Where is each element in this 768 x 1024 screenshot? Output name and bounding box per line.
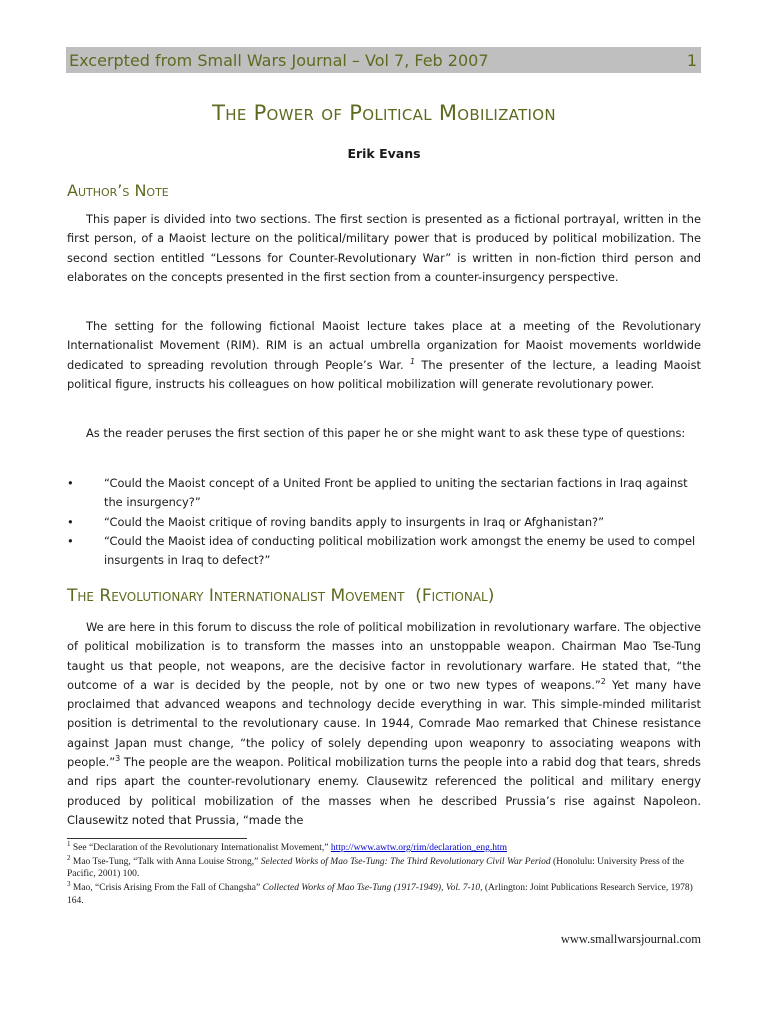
list-item-text: “Could the Maoist concept of a United Front be applied to uniting the sectarian factions in Iraq against the insurgency?” [104, 476, 688, 510]
bullet-icon: • [67, 514, 74, 529]
footnote-ref-2[interactable]: 2 [600, 677, 606, 687]
movement-section-heading: The Revolutionary Internationalist Movement (Fictional) [67, 586, 495, 606]
footnote-number: 3 [67, 879, 71, 888]
footnote-number: 1 [67, 839, 71, 848]
authors-note-paragraph-1: This paper is divided into two sections. The first section is presented as a fictional portrayal, written in the first person, of a Maoist lecture on the political/military power that is produced by political mobilization. The second section entitled “Lessons for Counter-Revolutionary War” is written in non-fiction third person and elaborates on the concepts presented in the first section from a counter-insurgency perspective. [67, 212, 701, 284]
bullet-icon: • [67, 476, 74, 490]
footnote-divider [67, 838, 247, 839]
list-item [67, 532, 701, 571]
footnote-book-title: Collected Works of Mao Tse-Tung (1917-1949), Vol. 7-10, [262, 883, 483, 894]
list-item [67, 513, 701, 532]
bullet-icon: • [67, 533, 74, 548]
footnote-2 [67, 853, 701, 881]
paragraph-text: We are here in this forum to discuss the role of political mobilization in revolutionary warfare. The objective of political mobilization is to transform the masses into an unstoppable weapon. Chairman Mao Tse-Tung taught us that people, not weapons, are the decisive factor in revolutionary warfare. He stated that, “the outcome of a war is decided by the people, not by one or two new types of weapons.” [67, 620, 701, 692]
footnote-3 [67, 879, 701, 907]
running-header [66, 47, 701, 73]
footnote-ref-3[interactable]: 3 [115, 754, 121, 764]
author-name: Erik Evans [347, 146, 421, 161]
journal-citation: Excerpted from Small Wars Journal – Vol 7, Feb 2007 [69, 50, 489, 70]
declaration-link[interactable]: http://www.awtw.org/rim/declaration_eng.htm [330, 843, 508, 853]
footnote-1 [67, 839, 701, 855]
footnote-text: (Arlington: Joint Publications Research Service, 1978) 164. [67, 883, 693, 906]
footnote-ref-1[interactable]: 1 [409, 356, 416, 366]
list-item-text: “Could the Maoist critique of roving bandits apply to insurgents in Iraq or Afghanistan?” [104, 514, 605, 529]
list-item-text: “Could the Maoist idea of conducting political mobilization work amongst the enemy be used to compel insurgents in Iraq to defect?” [104, 533, 696, 568]
footnotes [67, 839, 701, 909]
movement-paragraph [67, 618, 701, 830]
paragraph-text: The presenter of the lecture, a leading Maoist political figure, instructs his colleagues on how political mobilization will generate revolutionary power. [67, 357, 701, 391]
footer-website[interactable]: www.smallwarsjournal.com [560, 932, 701, 946]
authors-note-heading: Author’s Note [67, 181, 169, 200]
page-title: The Power of Political Mobilization [212, 101, 556, 125]
paragraph-text: Yet many have proclaimed that advanced weapons and technology decide everything in war. This simple-minded militarist position is detrimental to the revolutionary cause. In 1944, Comrade Mao remarked that Chinese resistance against Japan must change, “the policy of solely depending upon weaponry to associating weapons with people.” [67, 677, 702, 770]
footnote-text: Mao, “Crisis Arising From the Fall of Changsha” [70, 883, 263, 894]
footnote-text: See “Declaration of the Revolutionary Internationalist Movement,” [70, 843, 331, 853]
question-list [67, 474, 701, 570]
authors-note-paragraph-3: As the reader peruses the first section of this paper he or she might want to ask these type of questions: [86, 426, 686, 440]
paragraph-text: The setting for the following fictional Maoist lecture takes place at a meeting of the Revolutionary Internationalist Movement (RIM). RIM is an actual umbrella organization for Maoist movements worldwide dedicated to spreading revolution through People’s War. [67, 319, 701, 372]
paragraph-text: The people are the weapon. Political mobilization turns the people into a rabid dog that tears, shreds and rips apart the counter-revolutionary enemy. Clausewitz referenced the political and military energy produced by political mobilization of the masses when he described Prussia’s rise against Napoleon. Clausewitz noted that Prussia, “made the [67, 755, 701, 827]
list-item [67, 474, 701, 513]
footnote-text: Mao Tse-Tung, “Talk with Anna Louise Strong,” [70, 856, 261, 867]
footnote-text: (Honolulu: University Press of the Pacific, 2001) 100. [67, 856, 684, 880]
footnote-number: 2 [67, 853, 71, 862]
footnote-book-title: Selected Works of Mao Tse-Tung: The Third Revolutionary Civil War Period [260, 856, 551, 867]
authors-note-paragraph-2 [67, 317, 701, 394]
page-number: 1 [686, 50, 697, 70]
